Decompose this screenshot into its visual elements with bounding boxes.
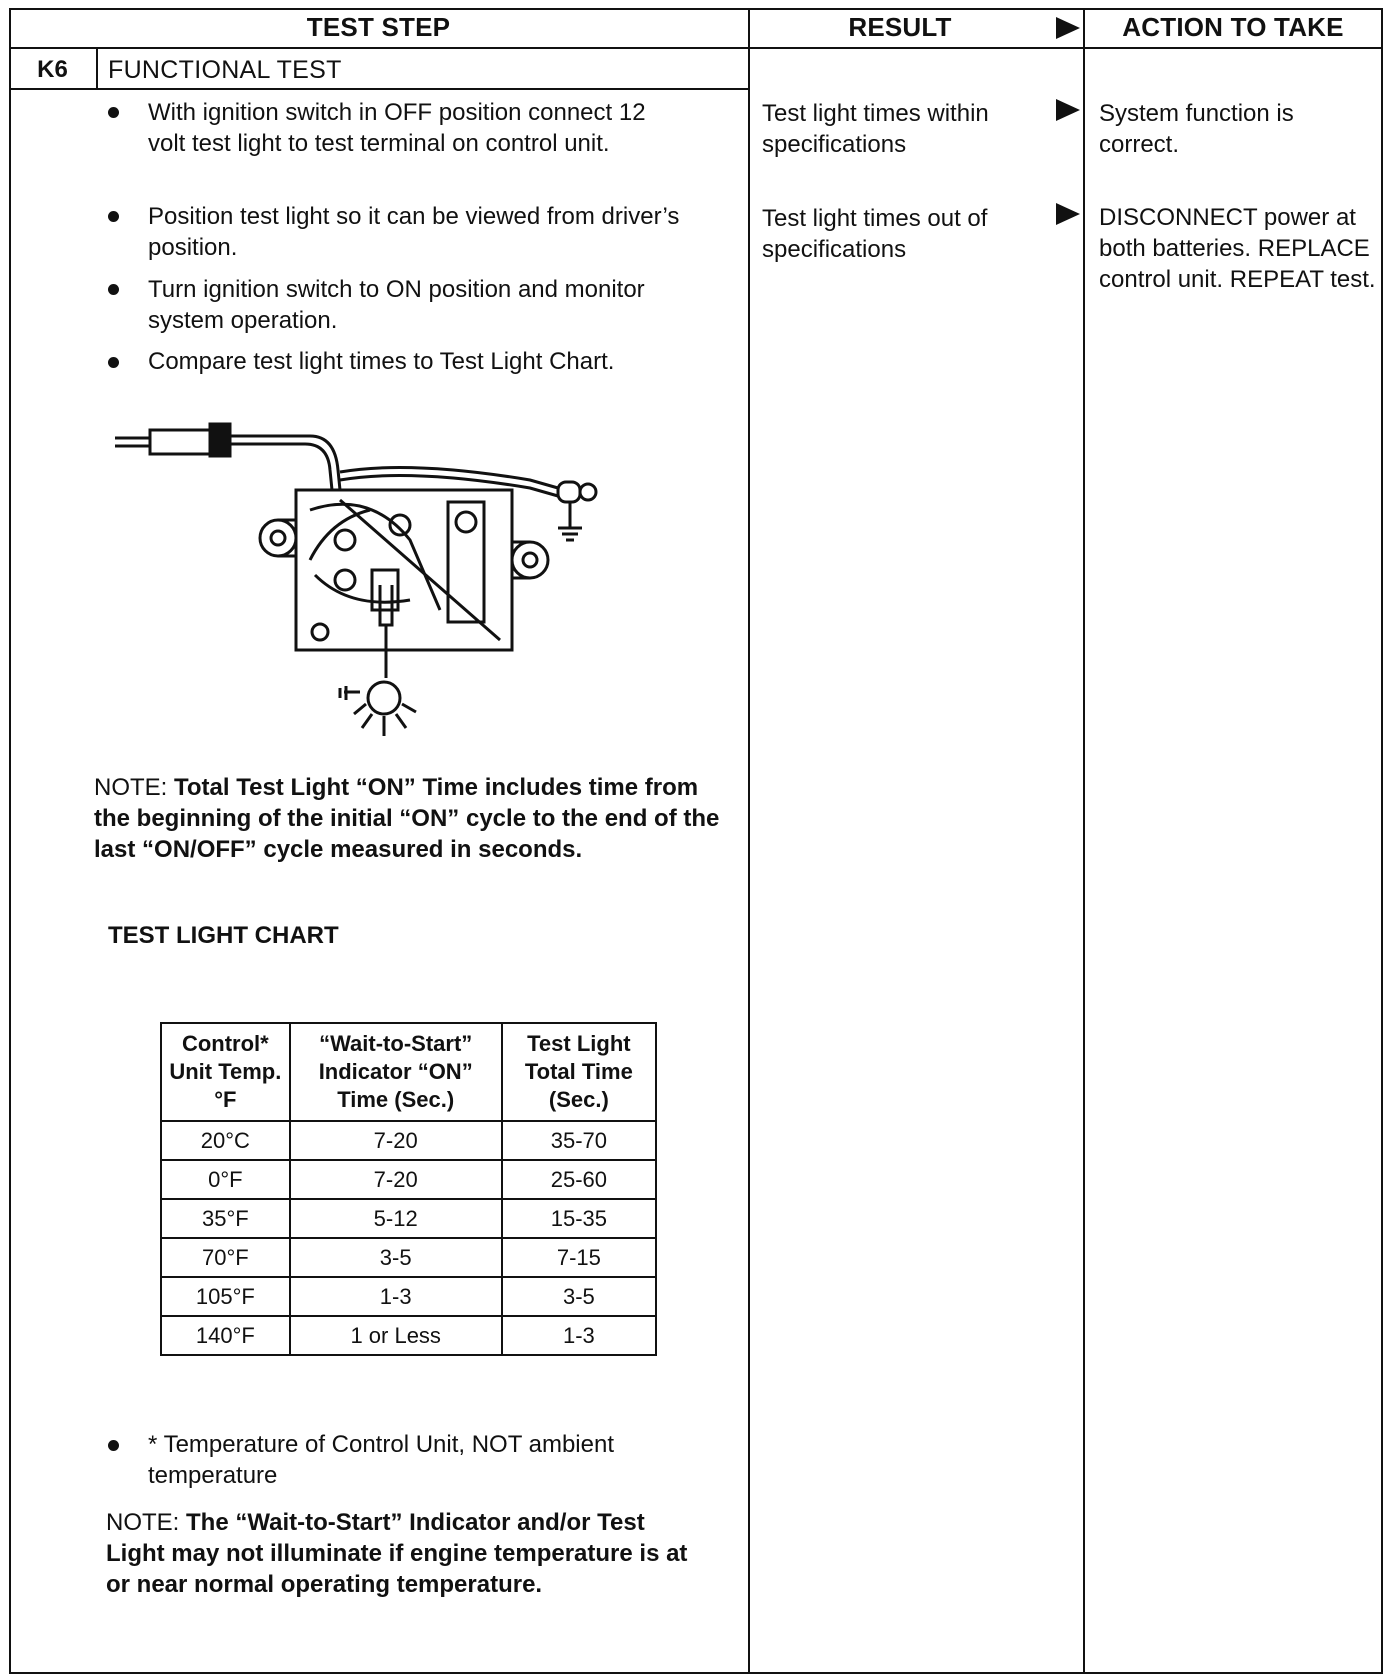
- step-title: FUNCTIONAL TEST: [108, 56, 342, 84]
- chart-cell-indicator: 7-20: [290, 1160, 502, 1199]
- chart-cell-total: 15-35: [502, 1199, 656, 1238]
- chart-cell-temp: 105°F: [161, 1277, 290, 1316]
- step-title-divider: [9, 88, 749, 90]
- chart-header-total: Test Light Total Time (Sec.): [502, 1023, 656, 1121]
- chart-header-temp: Control* Unit Temp. °F: [161, 1023, 290, 1121]
- chart-cell-temp: 20°C: [161, 1121, 290, 1160]
- chart-cell-temp: 35°F: [161, 1199, 290, 1238]
- note-total-time: [94, 772, 734, 865]
- step-bullet-4: Compare test light times to Test Light Chart.: [148, 348, 615, 375]
- chart-cell-temp: 0°F: [161, 1160, 290, 1199]
- step-bullet-3: Turn ignition switch to ON position and monitor system operation.: [148, 276, 645, 334]
- header-arrow-icon: [1056, 17, 1080, 39]
- chart-row: [161, 1238, 656, 1277]
- bullet-icon: [108, 357, 119, 368]
- test-light-chart: [160, 1022, 657, 1356]
- note-illuminate-text: The “Wait-to-Start” Indicator and/or Test Light may not illuminate if engine temperature is at or near normal operating temperature.: [106, 1509, 688, 1598]
- step-code-divider: [96, 47, 98, 89]
- chart-title: TEST LIGHT CHART: [108, 922, 339, 949]
- note-total-time-text: Total Test Light “ON” Time includes time from the beginning of the initial “ON” cycle to the end of the last “ON/OFF” cycle measured in seconds.: [94, 774, 720, 863]
- header-action: ACTION TO TAKE: [1122, 12, 1344, 42]
- action-correct: System function is correct.: [1099, 100, 1294, 158]
- note-illuminate: [106, 1507, 706, 1600]
- control-unit-diagram: [110, 410, 630, 755]
- chart-cell-total: 7-15: [502, 1238, 656, 1277]
- footnote: * Temperature of Control Unit, NOT ambient temperature: [148, 1431, 614, 1489]
- chart-row: [161, 1160, 656, 1199]
- chart-header-indicator: “Wait-to-Start” Indicator “ON” Time (Sec.): [290, 1023, 502, 1121]
- header-divider: [9, 47, 1383, 49]
- chart-cell-total: 25-60: [502, 1160, 656, 1199]
- result-arrow-icon: [1056, 203, 1080, 225]
- result-out-of-spec: Test light times out of specifications: [762, 205, 988, 263]
- result-within-spec: Test light times within specifications: [762, 100, 989, 158]
- bullet-icon: [108, 284, 119, 295]
- chart-cell-indicator: 3-5: [290, 1238, 502, 1277]
- chart-row: [161, 1121, 656, 1160]
- chart-cell-temp: 140°F: [161, 1316, 290, 1355]
- chart-cell-indicator: 7-20: [290, 1121, 502, 1160]
- chart-cell-total: 3-5: [502, 1277, 656, 1316]
- chart-header-row: [161, 1023, 656, 1121]
- bullet-icon: [108, 107, 119, 118]
- chart-cell-indicator: 1-3: [290, 1277, 502, 1316]
- chart-cell-indicator: 5-12: [290, 1199, 502, 1238]
- step-code: K6: [37, 56, 68, 83]
- header-result: RESULT: [848, 12, 952, 42]
- header-test-step: TEST STEP: [306, 12, 451, 42]
- chart-row: [161, 1199, 656, 1238]
- step-bullet-1: With ignition switch in OFF position connect 12 volt test light to test terminal on control unit.: [148, 99, 646, 157]
- action-replace: DISCONNECT power at both batteries. REPLACE control unit. REPEAT test.: [1099, 204, 1376, 293]
- column-divider-action: [1083, 8, 1085, 1674]
- bullet-icon: [108, 1440, 119, 1451]
- bullet-icon: [108, 211, 119, 222]
- result-arrow-icon: [1056, 99, 1080, 121]
- chart-cell-indicator: 1 or Less: [290, 1316, 502, 1355]
- column-divider-result: [748, 8, 750, 1674]
- chart-cell-total: 1-3: [502, 1316, 656, 1355]
- chart-cell-total: 35-70: [502, 1121, 656, 1160]
- step-bullet-2: Position test light so it can be viewed from driver’s position.: [148, 203, 680, 261]
- chart-row: [161, 1316, 656, 1355]
- chart-cell-temp: 70°F: [161, 1238, 290, 1277]
- chart-row: [161, 1277, 656, 1316]
- note-total-time-prefix: NOTE:: [94, 774, 168, 801]
- note-illuminate-prefix: NOTE:: [106, 1509, 180, 1536]
